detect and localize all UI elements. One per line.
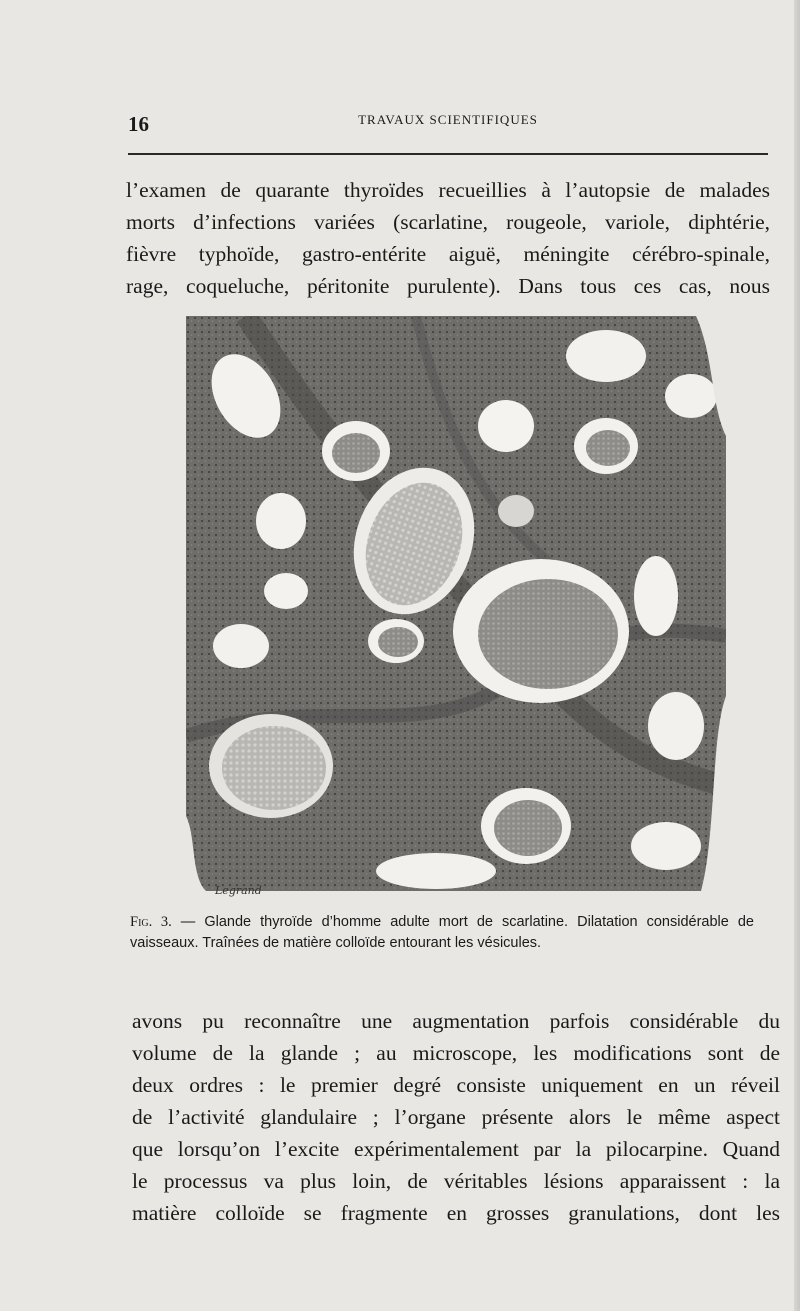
running-head: TRAVAUX SCIENTIFIQUES (358, 112, 538, 127)
text-line: rage, coqueluche, péritonite purulente). Dans tous ces cas, nous (126, 274, 770, 298)
figure-caption (130, 912, 754, 954)
text-line: l’examen de quarante thyroïdes recueillies à l’autopsie de malades (126, 178, 770, 202)
illustrator-signature: Legrand (215, 884, 262, 897)
body-paragraph-top (126, 174, 770, 302)
figure-label: Fig. 3. (130, 914, 172, 930)
thyroid-section-illustration (186, 316, 726, 891)
page-edge (794, 0, 800, 1311)
page-header (128, 108, 768, 138)
text-line: le processus va plus loin, de véritables lésions apparaissent : la (132, 1169, 780, 1193)
body-paragraph-bottom (132, 1005, 780, 1229)
text-line: fièvre typhoïde, gastro-entérite aiguë, méningite cérébro-spinale, (126, 242, 770, 266)
header-rule (128, 153, 768, 155)
text-line: avons pu reconnaître une augmentation parfois considérable du (132, 1009, 780, 1033)
text-line: que lorsqu’on l’excite expérimentalement par la pilocarpine. Quand (132, 1137, 780, 1161)
text-line: deux ordres : le premier degré consiste uniquement en un réveil (132, 1073, 780, 1097)
histology-figure (186, 316, 726, 891)
text-line: volume de la glande ; au microscope, les modifications sont de (132, 1041, 780, 1065)
text-line: matière colloïde se fragmente en grosses granulations, dont les (132, 1201, 780, 1225)
text-line: morts d’infections variées (scarlatine, rougeole, variole, diphtérie, (126, 210, 770, 234)
page-number: 16 (128, 112, 149, 136)
caption-text: — Glande thyroïde d’homme adulte mort de scarlatine. Dilatation considérable de vaisseaux. Traînées de matière colloïde entourant les vésicules. (130, 914, 754, 951)
text-line: de l’activité glandulaire ; l’organe présente alors le même aspect (132, 1105, 780, 1129)
